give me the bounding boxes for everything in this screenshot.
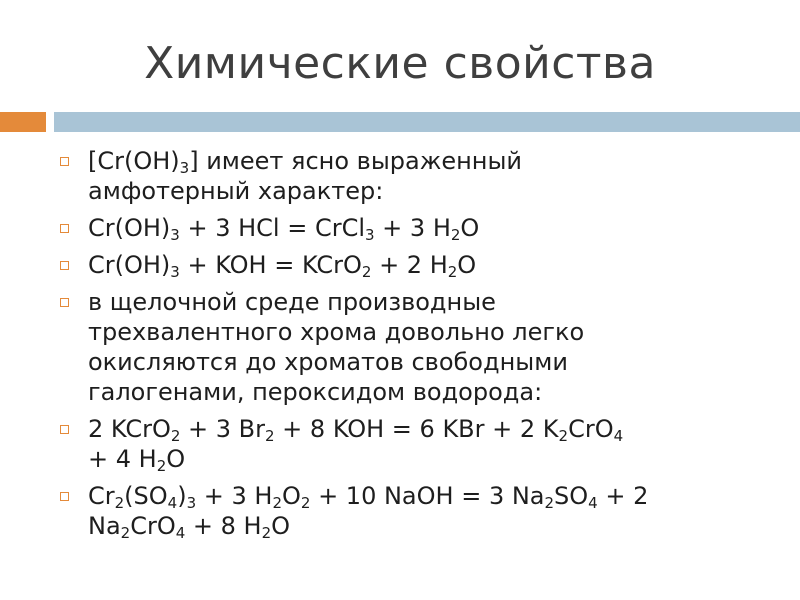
equation-line: 2 KCrO$_2$ + 3 $Br_2 + 8$ KOH = 6 KBr + 2 $K_2CrO_4$ — [88, 415, 624, 445]
item-line: трехвалентного хрома довольно легко — [88, 318, 585, 346]
bullet-square-icon — [60, 224, 69, 233]
equation: $Cr(OH)_3$ + KOH = KCrO$_2$ + 2 $H_2O$ — [88, 251, 477, 281]
item-line: $[Cr(OH)_3]$ имеет ясно выраженный — [88, 147, 523, 177]
item-line: окисляются до хроматов свободными — [88, 348, 568, 376]
slide-title: Химические свойства — [144, 38, 656, 89]
list-item — [60, 414, 785, 474]
bullet-square-icon — [60, 425, 69, 434]
bullet-square-icon — [60, 298, 69, 307]
list-item — [60, 287, 785, 407]
item-line: амфотерный характер: — [88, 177, 384, 205]
equation-line: + 4 $H_2O$ — [88, 445, 186, 475]
bullet-square-icon — [60, 261, 69, 270]
item-line: галогенами, пероксидом водорода: — [88, 378, 543, 406]
bullet-square-icon — [60, 157, 69, 166]
list-item — [60, 481, 785, 541]
equation-line: $Cr_2(SO_4)_3 + 3$ $H_2O_2 + 10$ NaOH = 3 $Na_2SO_4 + 2$ — [88, 482, 649, 512]
list-item — [60, 146, 785, 206]
divider-accent-orange — [0, 112, 46, 132]
list-item — [60, 213, 785, 243]
divider-accent-blue — [54, 112, 800, 132]
equation: $Cr(OH)_3 + 3$ HCl = CrCl$_3$ + 3 $H_2O$ — [88, 214, 480, 244]
list-item — [60, 250, 785, 280]
equation-line: $Na_2CrO_4 + 8$ $H_2O$ — [88, 512, 291, 542]
bullet-list — [60, 146, 785, 548]
item-line: в щелочной среде производные — [88, 288, 496, 316]
bullet-square-icon — [60, 492, 69, 501]
title-divider — [0, 112, 800, 132]
